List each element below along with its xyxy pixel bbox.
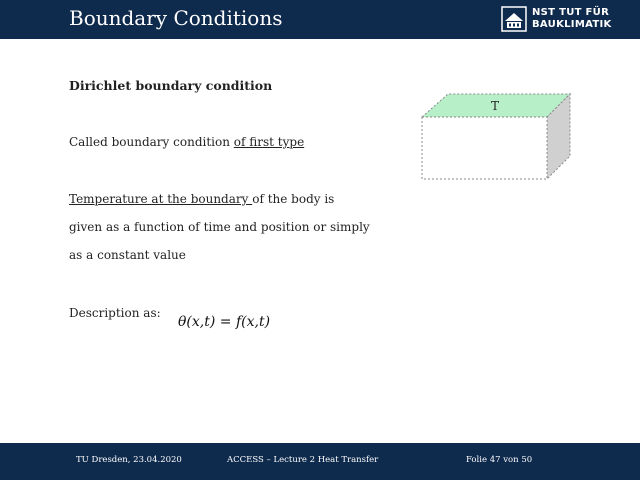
body-line-1 [69, 135, 304, 149]
institute-logo [500, 4, 630, 36]
logo-text [532, 7, 612, 31]
box-top-label: T [490, 99, 500, 113]
body-line-2-underlined: Temperature at the boundary [69, 192, 253, 206]
box-front-face [422, 117, 547, 179]
page-title: Boundary Conditions [69, 6, 283, 30]
body-line-1-underlined: of first type [233, 135, 305, 149]
body-line-2-text: of the body is [252, 192, 335, 206]
footer-lecture: ACCESS – Lecture 2 Heat Transfer [227, 455, 379, 465]
building-icon [500, 5, 528, 33]
dirichlet-formula: θ(x,t) = f(x,t) [178, 314, 271, 330]
footer-bar [0, 443, 640, 480]
section-heading: Dirichlet boundary condition [69, 78, 273, 93]
logo-line-2: BAUKLIMATIK [532, 19, 612, 30]
body-line-4: as a constant value [69, 248, 186, 262]
logo-line-1: NST TUT FÜR [532, 7, 610, 18]
body-line-3: given as a function of time and position or simply [69, 220, 370, 234]
header-bar [0, 0, 640, 39]
body-line-2 [69, 192, 334, 206]
body-box-figure [418, 90, 574, 184]
description-label: Description as: [69, 306, 161, 320]
body-line-1-text: Called boundary condition [69, 135, 234, 149]
footer-date: TU Dresden, 23.04.2020 [76, 455, 182, 465]
footer-page: Folie 47 von 50 [466, 455, 533, 465]
